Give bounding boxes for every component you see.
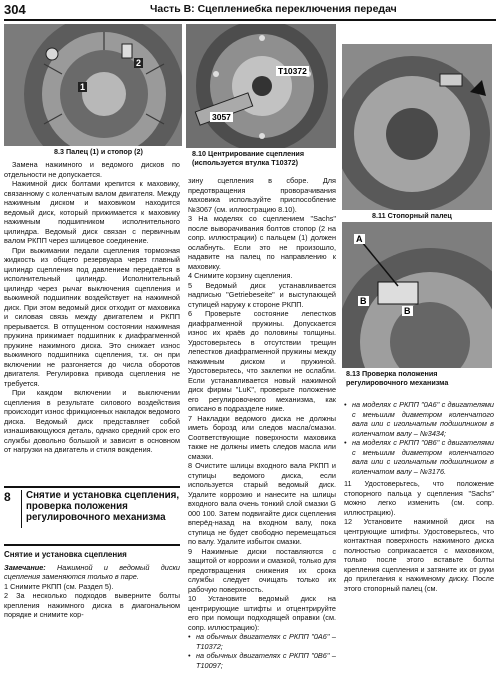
section-title: Снятие и установка сцепления, проверка положения регулировочного механизма (26, 490, 180, 523)
fig-8-13-label-b-right: B (404, 306, 411, 316)
column-1-procedure (4, 550, 180, 690)
fig-8-3-label-1: 1 (80, 82, 86, 92)
page-header (0, 0, 500, 22)
step: 10 Установите ведомый диск на центрирующие штифты и отцентрируйте его при помощи подходящей оправки (см. сопр. иллюстрацию): (188, 594, 336, 632)
paragraph: Нажимной диск болтами крепится к маховику, связанному с коленчатым валом двигателя. Между нажимным диском и маховиком находится ведомый диск, который прижимается к маховику нажимным подшипником исполнительного цилиндра. Ведомый диск связан с первичным валом РКПП через шлицевое соединение. (4, 179, 180, 245)
caption-fig-8-13: 8.13 Проверка положения регулировочного механизма (346, 369, 449, 387)
step: 11 Удостоверьтесь, что положение стопорного пальца у сцепления "Sachs" можно легко изменить (см. сопр. иллюстрацию). (344, 479, 494, 517)
column-2-text (188, 176, 336, 690)
header-rule (4, 19, 496, 21)
paragraph: зину сцепления в сборе. Для предотвращения проворачивания маховика используйте приспособление №3067 (см. иллюстрацию 8.10). (188, 176, 336, 214)
note-text: Нажимной и ведомый диски сцепления заменяются только в паре. (4, 562, 180, 581)
section-rule-bottom (4, 544, 180, 546)
note (4, 563, 180, 582)
step: 5 Ведомый диск устанавливается надписью "Getriebeseite" и выступающей ступицей наружу к стороне РКПП. (188, 280, 336, 309)
tool-label-3057: 3057 (212, 112, 231, 122)
photo-fig-8-3 (4, 24, 182, 146)
list-item: • на обычных двигателях с РКПП "0В6" – T10097; (188, 651, 336, 670)
list-item: • на моделях с РКПП "0В6" с двигателями с меньшим диаметром коленчатого вала или с игольчатым подшипником в коленчатом валу – №3176. (344, 438, 494, 476)
photo-fig-8-10 (186, 24, 336, 148)
step: 7 Накладки ведомого диска не должны иметь борозд или следов масла/смазки. Соответствующие поверхности маховика также не должны иметь следов масла или смазки. (188, 413, 336, 461)
clutch-photo-1 (4, 24, 182, 146)
paragraph: При каждом включении и выключении сцепления в результате силового воздействия происходит износ фрикционных накладок ведомого диска. Ведомый диск представляет собой изнашивающуюся деталь, однако средний срок его службы довольно большой и зависит в основном от нагрузки на двигатель и стиля вождения. (4, 388, 180, 454)
step: 6 Проверьте состояние лепестков диафрагменной пружины. Допускается износ их краёв до половины толщины. Удостоверьтесь в отсутствии трещин лепестков диафрагменной пружины между нажимным диском и пружиной. Удостоверьтесь, что заклепки не ослабли. Если устанавливается новый нажимной диск фирмы "LuK", проверьте положение его регулировочного механизма, как описано в подразделе ниже. (188, 309, 336, 413)
column-1-text (4, 160, 180, 483)
section-8-heading (4, 490, 180, 542)
clutch-photo-4 (342, 222, 492, 368)
step: 9 Нажимные диски поставляются с защитой от коррозии и смазкой, только для предотвращения снижения их срока службы следует очищать только их рабочую поверхность. (188, 546, 336, 594)
caption-fig-8-3: 8.3 Палец (1) и стопор (2) (54, 147, 143, 156)
caption-fig-8-10: 8.10 Центрирование сцепления (используется втулка T10372) (192, 149, 305, 167)
list-item: • на обычных двигателях с РКПП "0А6" – T10372; (188, 632, 336, 651)
fig-8-13-label-a: A (356, 234, 363, 244)
clutch-photo-3 (342, 44, 492, 210)
note-label: Замечание: (4, 562, 46, 572)
step: 1 Снимите РКПП (см. Раздел 5). (4, 581, 114, 591)
step: 8 Очистите шлицы входного вала РКПП и ступицы ведомого диска, если используется старый ведомый диск. Удалите коррозию и нанесите на шлицы входного вала очень тонкий слой смазки G 000 100. Затем подвигайте диск сцепления вперёд-назад на входном валу, пока ступица не будет свободно перемещаться по валу. Удалите избыток смазки. (188, 461, 336, 546)
page-number: 304 (4, 2, 26, 17)
subsection-heading: Снятие и установка сцепления (4, 550, 127, 559)
step: 3 На моделях со сцеплением "Sachs" после выворачивания болтов стопор (2 на сопр. иллюстрации) с пальцем (1) должен ослабнуть. Если это не произошло, надавите на палец по направлению к маховику. (188, 214, 336, 271)
photo-fig-8-13 (342, 222, 492, 368)
section-number: 8 (4, 490, 22, 528)
fig-8-13-label-b-left: B (360, 296, 367, 306)
photo-fig-8-11 (342, 44, 492, 210)
list-item: • на моделях с РКПП "0А6" с двигателями с меньшим диаметром коленчатого вала или с игольчатым подшипником в коленчатом валу – №3434; (344, 400, 494, 438)
step: 2 За несколько подходов выверните болты крепления нажимного диска в диагональном порядке и снимите кор- (4, 591, 180, 619)
tool-label-t10372: T10372 (278, 66, 307, 76)
column-3-text (344, 400, 494, 690)
caption-fig-8-11: 8.11 Стопорный палец (372, 211, 452, 220)
fig-8-3-label-2: 2 (136, 58, 142, 68)
step: 4 Снимите корзину сцепления. (188, 271, 293, 280)
clutch-photo-2 (186, 24, 336, 148)
paragraph: Замена нажимного и ведомого дисков по отдельности не допускается. (4, 160, 180, 179)
running-title: Часть B: Сцеплениебка переключения передач (150, 3, 397, 15)
step: 12 Установите нажимной диск на центрующие штифты. Удостоверьтесь, что контактная поверхность нажимного диска полностью соприкасается с маховиком, только после этого вставьте болты крепления сцепления и затяните их от руки до прилегания к нажимному диску. После этого стопорный палец (см. (344, 517, 494, 593)
paragraph: При выжимании педали сцепления тормозная жидкость из общего резервуара через главный цилиндр сцепления под давлением передаётся в исполнительный цилиндр. Исполнительный цилиндр через рычаг выключения сцепления и выжимной подшипник воздействует на нажимной диск. При этом ведомый диск отходит от маховика и силовая связь между двигателем и РКПП прерывается. В отпущенном состоянии нажимная пружина прижимает подшипник к диафрагменной пружине нажимного диска. Это снижает износ выжимного подшипника сцепления, т.к. он при включении не разгоняется до числа оборотов двигателя. Регулировка привода сцепления не требуется. (4, 245, 180, 388)
section-rule-top (4, 486, 180, 488)
